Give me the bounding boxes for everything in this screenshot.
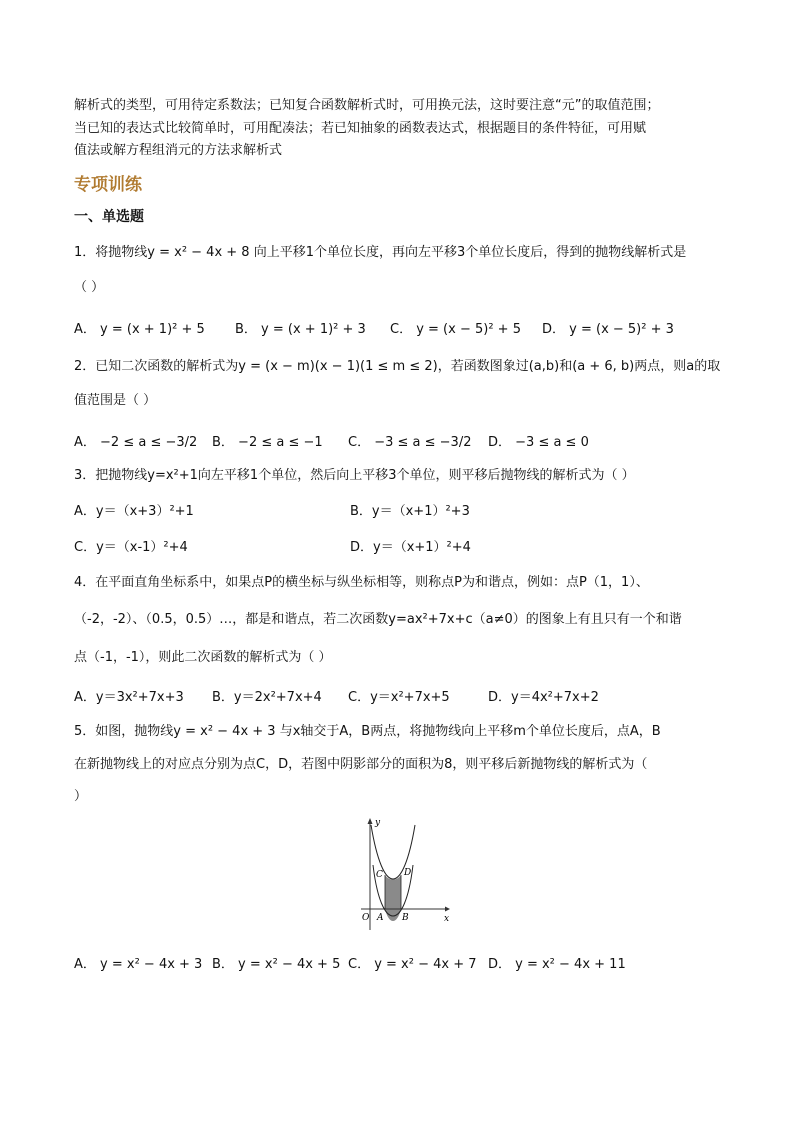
intro-line-3: 值法或解方程组消元的方法求解析式 — [74, 143, 283, 158]
subsection-title: 一、单选题 — [74, 209, 144, 225]
q3-option-c: C．y＝（x-1）²+4 — [74, 540, 188, 555]
q5-label-c: C — [376, 870, 383, 880]
q1-option-a: A． y = (x + 1)² + 5 — [74, 322, 205, 337]
q5-label-o: O — [362, 913, 370, 923]
q5-option-c: C． y = x² − 4x + 7 — [348, 957, 477, 972]
q3-option-a: A．y＝（x+3）²+1 — [74, 504, 194, 519]
q4-option-a: A．y＝3x²+7x+3 — [74, 690, 184, 705]
q1-option-c: C． y = (x − 5)² + 5 — [390, 322, 521, 337]
q3-option-d: D．y＝（x+1）²+4 — [350, 540, 471, 555]
q1-stem-line-1: 1．将抛物线y = x² − 4x + 8 向上平移1个单位长度，再向左平移3个单位长度后，得到的抛物线解析式是 — [74, 245, 687, 260]
q3-stem-line-1: 3．把抛物线y=x²+1向左平移1个单位，然后向上平移3个单位，则平移后抛物线的解析式为（ ） — [74, 468, 635, 483]
q5-label-d: D — [404, 868, 412, 878]
q4-option-c: C．y＝x²+7x+5 — [348, 690, 450, 705]
q4-stem-line-2: （-2，-2）、（0.5，0.5）…，都是和谐点，若二次函数y=ax²+7x+c（a≠0）的图象上有且只有一个和谐 — [74, 612, 682, 627]
intro-line-1: 解析式的类型，可用待定系数法；已知复合函数解析式时，可用换元法，这时要注意“元”的取值范围； — [74, 98, 660, 113]
q5-label-x: x — [444, 914, 450, 924]
q2-option-c: C． −3 ≤ a ≤ −3/2 — [348, 435, 472, 450]
q1-option-d: D． y = (x − 5)² + 3 — [542, 322, 674, 337]
q5-shaded-region — [385, 875, 401, 921]
q1-option-b: B． y = (x + 1)² + 3 — [235, 322, 366, 337]
q4-stem-line-3: 点（-1，-1），则此二次函数的解析式为（ ） — [74, 650, 332, 665]
q5-stem-line-2: 在新抛物线上的对应点分别为点C，D，若图中阴影部分的面积为8，则平移后新抛物线的解析式为（ — [74, 757, 648, 772]
q5-label-a: A — [377, 913, 384, 923]
q2-option-a: A． −2 ≤ a ≤ −3/2 — [74, 435, 198, 450]
q2-stem-line-1: 2．已知二次函数的解析式为y = (x − m)(x − 1)(1 ≤ m ≤ 2)，若函数图象过(a,b)和(a + 6, b)两点，则a的取 — [74, 359, 721, 374]
q5-label-y: y — [375, 818, 381, 828]
q2-option-b: B． −2 ≤ a ≤ −1 — [212, 435, 323, 450]
q2-stem-line-2: 值范围是（ ） — [74, 393, 157, 408]
q5-option-b: B． y = x² − 4x + 5 — [212, 957, 341, 972]
q1-stem-line-2: （ ） — [74, 280, 105, 295]
q2-option-d: D． −3 ≤ a ≤ 0 — [488, 435, 589, 450]
q3-option-b: B．y＝（x+1）²+3 — [350, 504, 470, 519]
q5-stem-line-3: ） — [74, 789, 88, 804]
q5-parabola-figure — [355, 815, 455, 933]
intro-line-2: 当已知的表达式比较简单时，可用配凑法；若已知抽象的函数表达式，根据题目的条件特征，可用赋 — [74, 121, 647, 136]
q4-option-b: B．y＝2x²+7x+4 — [212, 690, 322, 705]
q4-option-d: D．y＝4x²+7x+2 — [488, 690, 599, 705]
q5-label-b: B — [402, 913, 409, 923]
q5-stem-line-1: 5．如图，抛物线y = x² − 4x + 3 与x轴交于A，B两点，将抛物线向上平移m个单位长度后，点A，B — [74, 724, 661, 739]
section-title: 专项训练 — [74, 175, 142, 195]
q5-option-d: D． y = x² − 4x + 11 — [488, 957, 626, 972]
q5-option-a: A． y = x² − 4x + 3 — [74, 957, 203, 972]
q4-stem-line-1: 4．在平面直角坐标系中，如果点P的横坐标与纵坐标相等，则称点P为和谐点，例如：点P（1，1）、 — [74, 575, 649, 590]
